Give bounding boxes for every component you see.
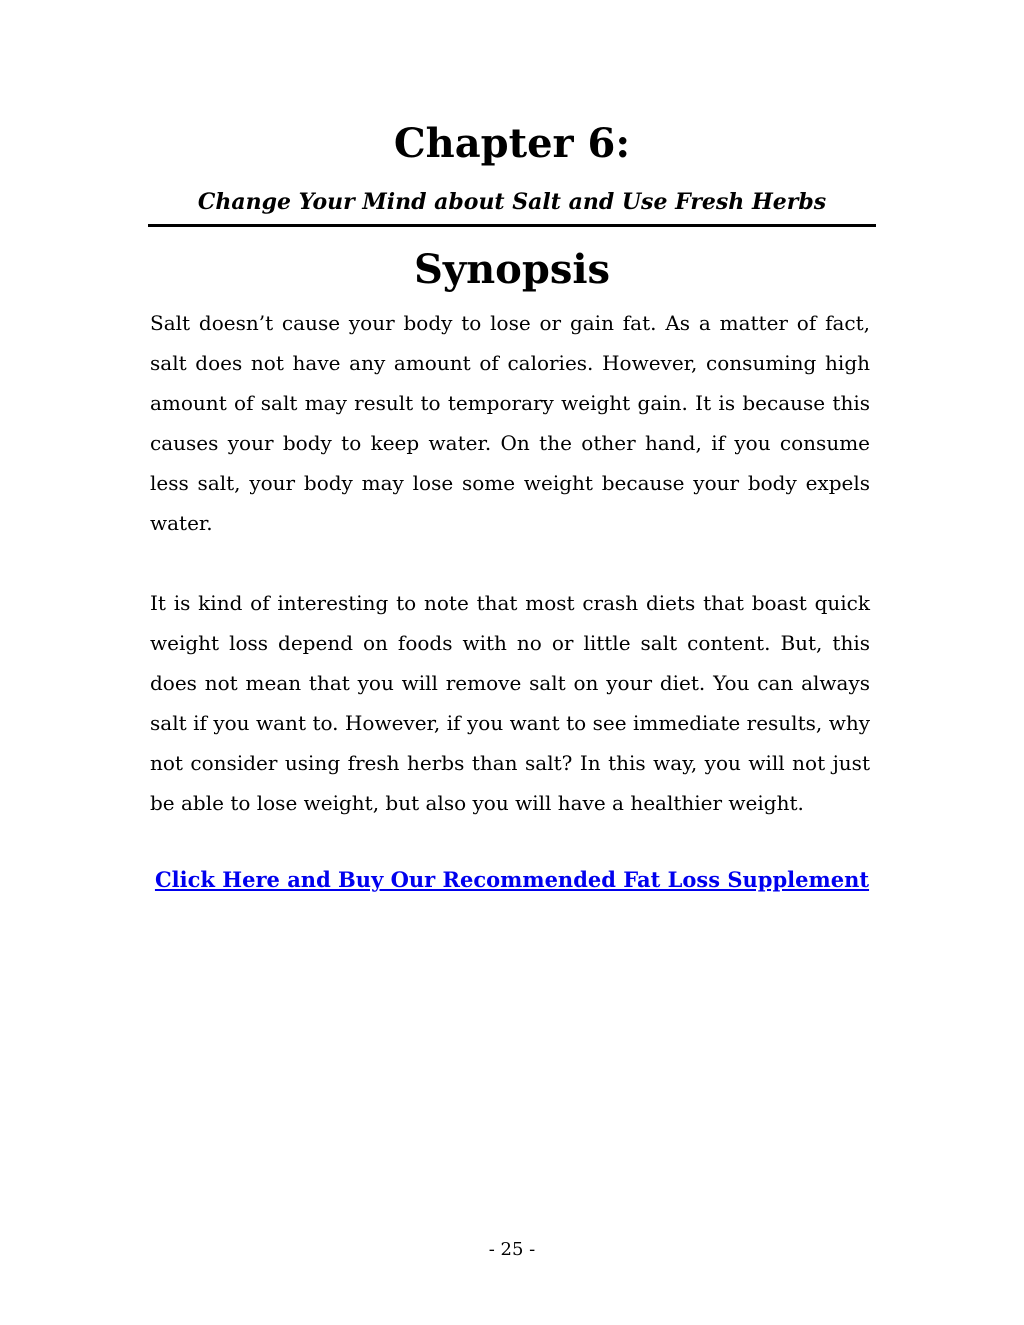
body-paragraph-1: Salt doesn’t cause your body to lose or gain fat. As a matter of fact, salt does not have any amount of calories. However, consuming high amount of salt may result to temporary weight gain. It is because this causes your body to keep water. On the other hand, if you consume less salt, your body may lose some weight because your body expels water. <box>150 311 870 535</box>
section-title: Synopsis <box>413 246 611 293</box>
horizontal-divider <box>148 224 876 227</box>
page-number: - 25 - <box>488 1239 536 1260</box>
chapter-title: Chapter 6: <box>393 120 631 167</box>
cta-container <box>0 864 1024 896</box>
chapter-subtitle: Change Your Mind about Salt and Use Fresh Herbs <box>197 189 827 215</box>
body-paragraph-2: It is kind of interesting to note that most crash diets that boast quick weight loss depend on foods with no or little salt content. But, this does not mean that you will remove salt on your diet. You can always salt if you want to. However, if you want to see immediate results, why not consider using fresh herbs than salt? In this way, you will not just be able to lose weight, but also you will have a healthier weight. <box>150 591 870 815</box>
buy-supplement-link[interactable]: Click Here and Buy Our Recommended Fat Loss Supplement <box>154 867 870 892</box>
